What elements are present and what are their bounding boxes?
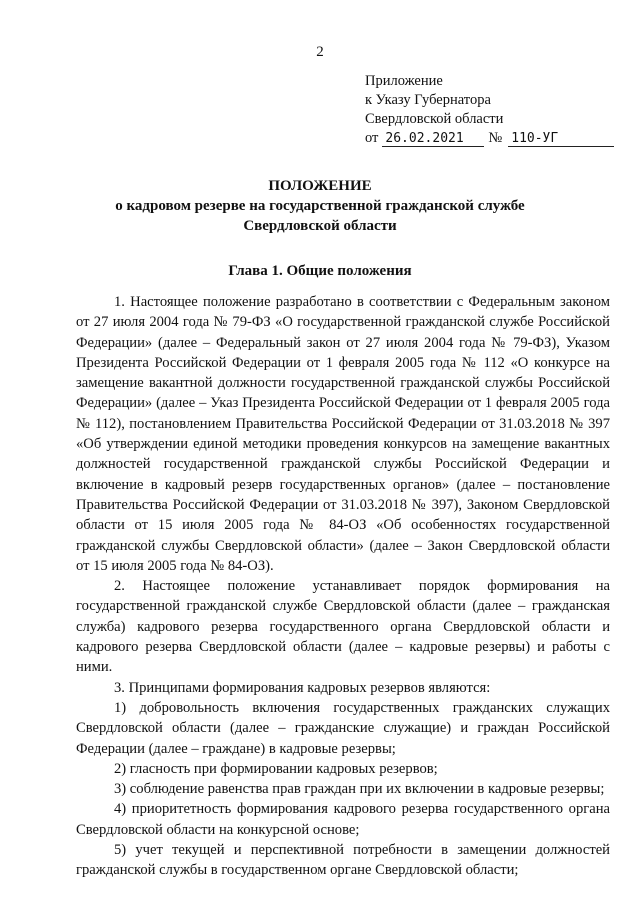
appendix-date-number-line — [365, 129, 625, 148]
chapter-heading: Глава 1. Общие положения — [228, 263, 412, 279]
document-title — [0, 176, 640, 236]
number-label: № — [488, 130, 503, 146]
list-item-3: 3) соблюдение равенства прав граждан при их включении в кадровые резервы; — [114, 781, 605, 798]
document-body — [76, 292, 610, 881]
decree-number: 110-УГ — [508, 131, 614, 147]
from-label: от — [365, 130, 379, 146]
title-line-1: ПОЛОЖЕНИЕ — [268, 178, 372, 194]
list-item-5: 5) учет текущей и перспективной потребности в замещении должностей гражданской службы в государственном органе Свердловской области; — [76, 842, 610, 879]
appendix-line-1: Приложение — [365, 73, 443, 89]
paragraph-1: 1. Настоящее положение разработано в соответствии с Федеральным законом от 27 июля 2004 года № 79-ФЗ «О государственной гражданской службе Российской Федерации» (далее – Федеральный закон от 27 июля 2004 года № 79-ФЗ), Указом Президента Российской Федерации от 1 февраля 2005 года № 112 «О конкурсе на замещение вакантной должности государственной гражданской службы Российской Федерации» (далее – Указ Президента Российской Федерации от 1 февраля 2005 года № 112), постановлением Правительства Российской Федерации от 31.03.2018 № 397 «Об утверждении единой методики проведения конкурсов на замещение вакантных должностей государственной гражданской службы Российской Федерации и включение в кадровый резерв государственных органов» (далее – постановление Правительства Российской Федерации от 31.03.2018 № 397), Законом Свердловской области от 15 июля 2005 года № 84-ОЗ «Об особенностях государственной гражданской службы Свердловской области» (далее – Закон Свердловской области от 15 июля 2005 года № 84-ОЗ). — [76, 294, 610, 574]
list-item-2: 2) гласность при формировании кадровых резервов; — [114, 760, 438, 777]
title-line-3: Свердловской области — [243, 218, 397, 234]
title-line-2: о кадровом резерве на государственной гражданской службе — [115, 198, 525, 214]
list-item-4: 4) приоритетность формирования кадрового резерва государственного органа Свердловской области на конкурсной основе; — [76, 801, 610, 838]
page-number: 2 — [316, 44, 324, 60]
appendix-line-3: Свердловской области — [365, 111, 504, 127]
paragraph-2: 2. Настоящее положение устанавливает порядок формирования на государственной гражданской службе Свердловской области (далее – гражданская служба) кадрового резерва государственного органа Свердловской области и кадрового резерва Свердловской области (далее – кадровые резервы) и работы с ними. — [76, 578, 610, 676]
list-item-1: 1) добровольность включения государственных гражданских служащих Свердловской области (далее – гражданские служащие) и граждан Российской Федерации (далее – граждане) в кадровые резервы; — [76, 699, 610, 757]
appendix-line-2: к Указу Губернатора — [365, 92, 491, 108]
appendix-block — [365, 72, 625, 148]
decree-date: 26.02.2021 — [382, 131, 484, 147]
paragraph-3: 3. Принципами формирования кадровых резервов являются: — [114, 679, 491, 696]
